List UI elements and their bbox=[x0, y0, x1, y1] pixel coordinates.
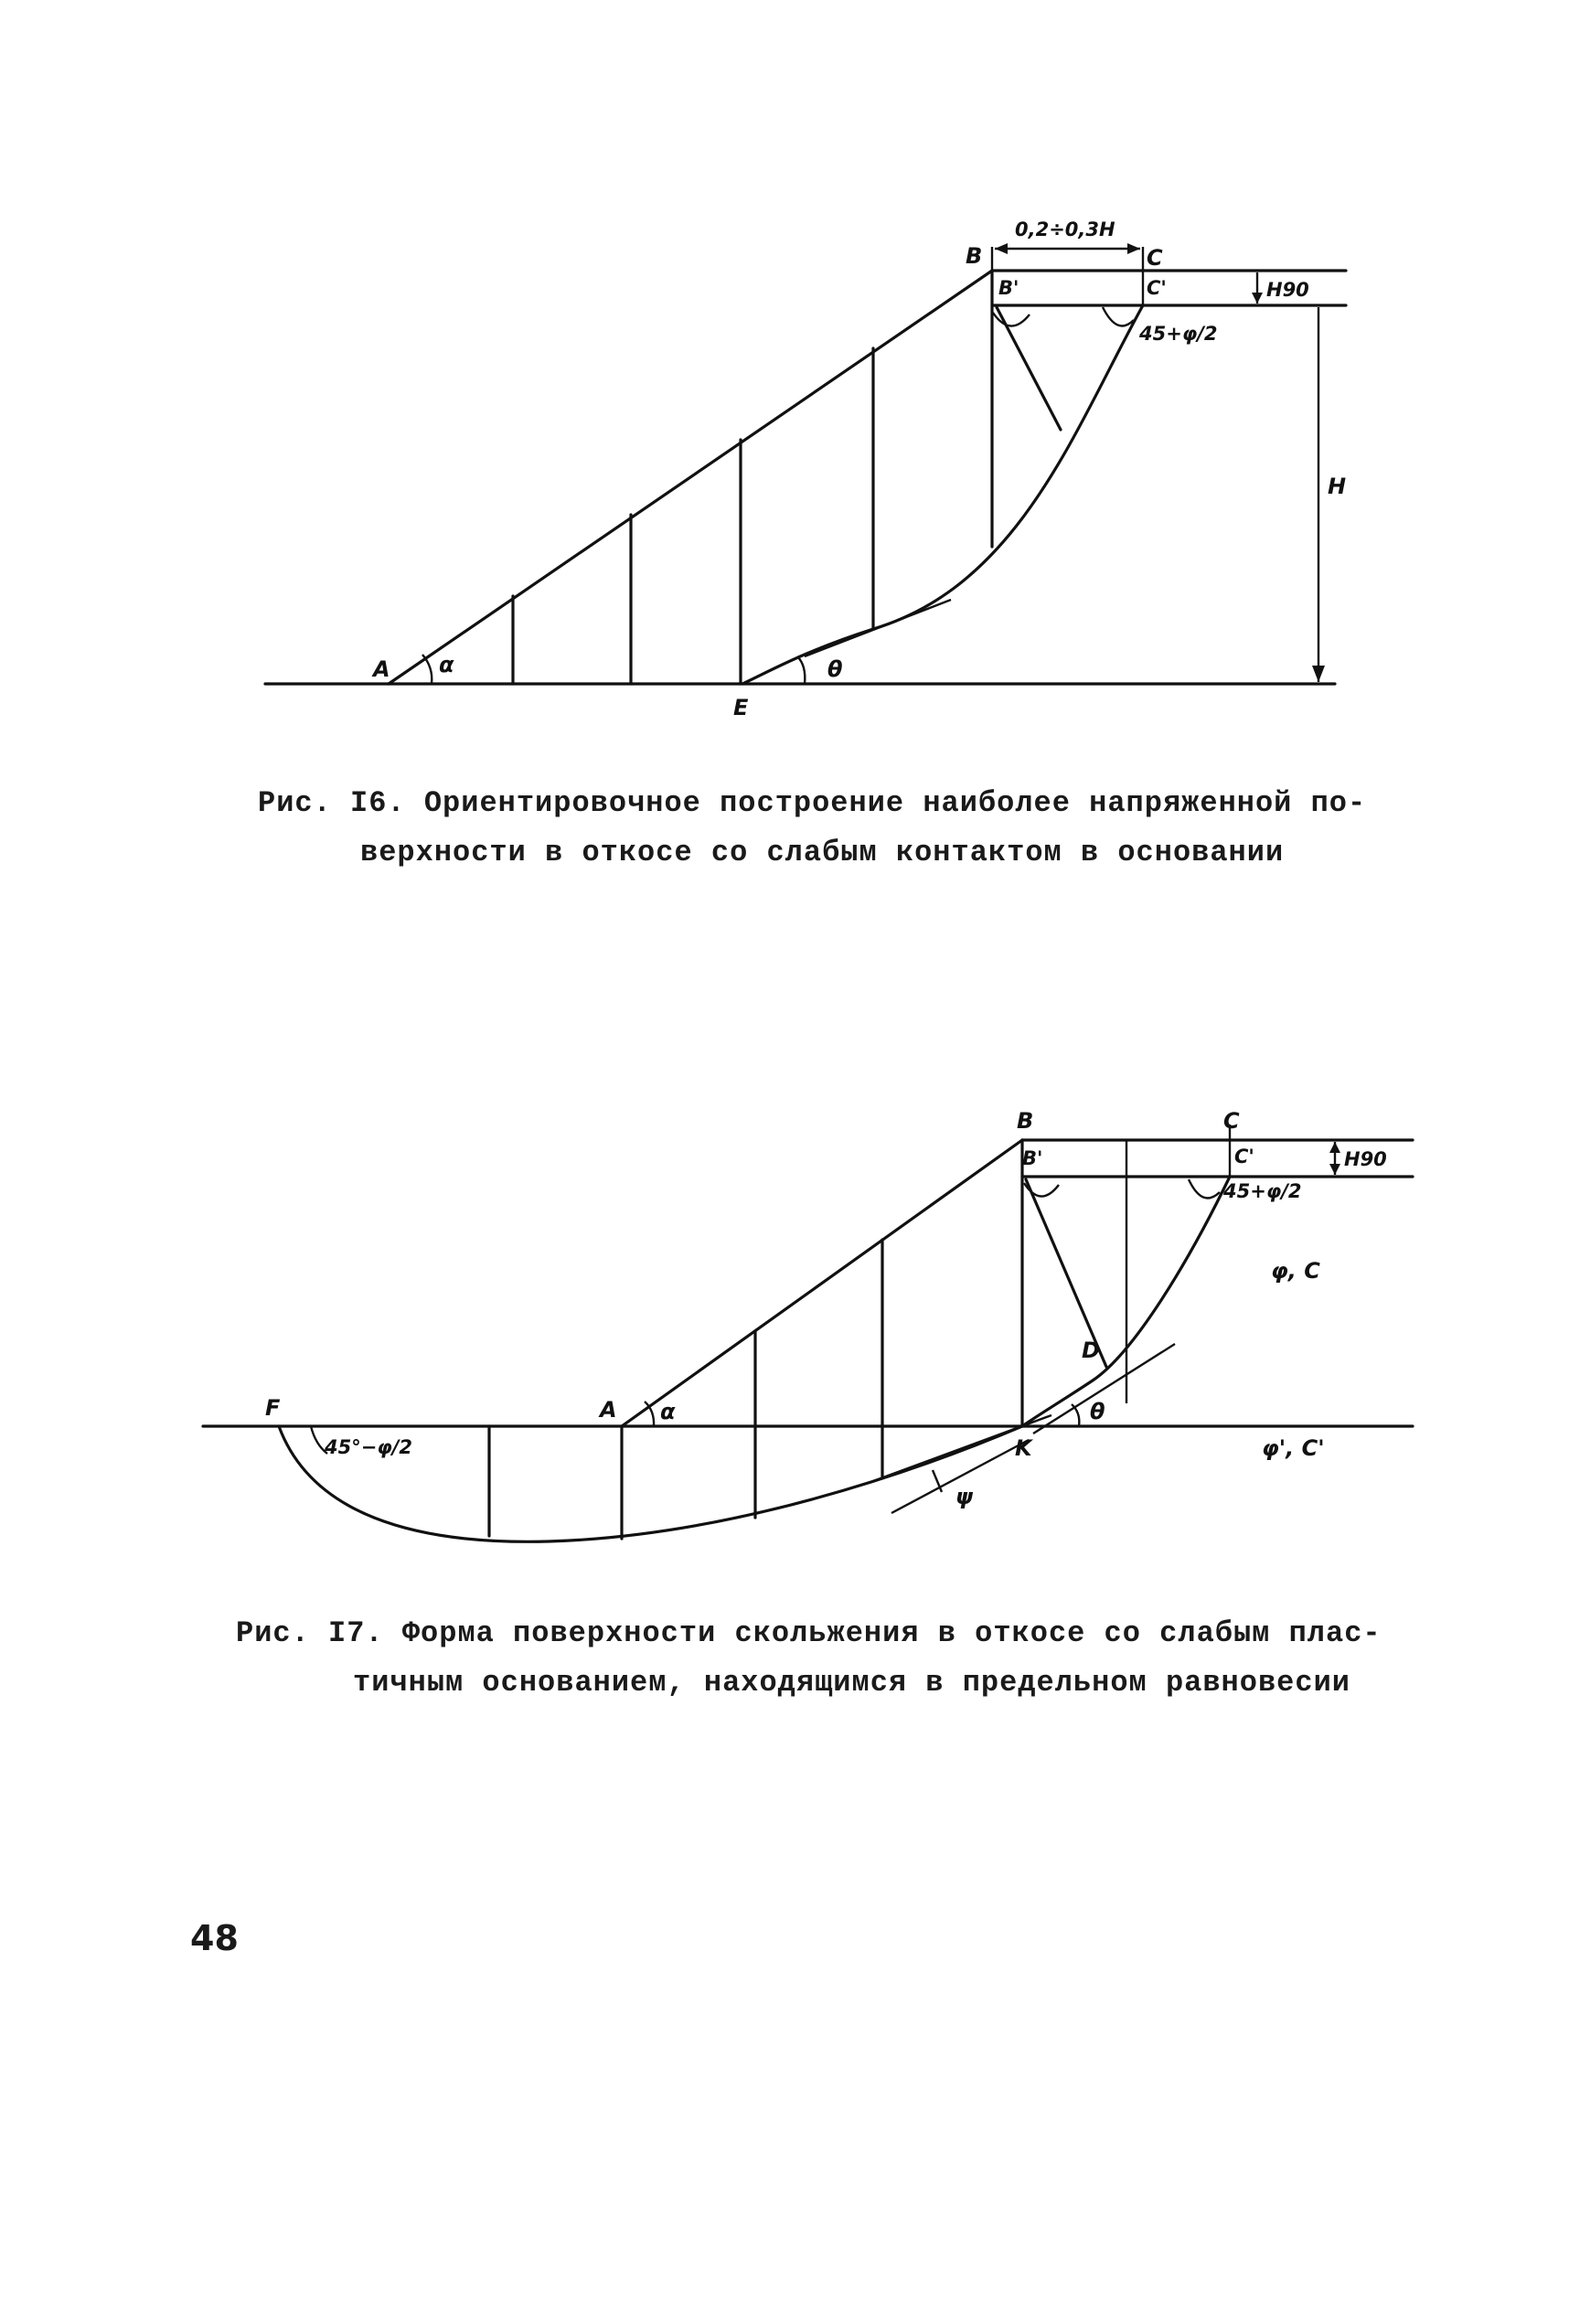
label-f: F bbox=[265, 1395, 281, 1421]
caption-line: верхности в откосе со слабым контактом в основании bbox=[360, 836, 1285, 869]
label-alpha: α bbox=[660, 1399, 676, 1424]
label-c-prime: C' bbox=[1234, 1146, 1254, 1167]
label-alpha: α bbox=[439, 652, 454, 677]
label-h: H bbox=[1328, 474, 1347, 499]
label-b: B bbox=[1017, 1108, 1034, 1134]
label-theta: θ bbox=[827, 656, 843, 682]
label-dimension: 0,2÷0,3H bbox=[1015, 219, 1115, 240]
caption-line: Рис. I7. Форма поверхности скольжения в откосе со слабым плас- bbox=[236, 1616, 1382, 1650]
label-b: B bbox=[966, 243, 983, 269]
h90-arrowhead-bottom bbox=[1329, 1164, 1340, 1175]
page-number: 48 bbox=[190, 1918, 239, 1958]
label-h90: H90 bbox=[1266, 279, 1309, 301]
label-c-prime: C' bbox=[1147, 277, 1167, 299]
figure-17-caption bbox=[236, 1609, 1382, 1708]
angle-arc-c bbox=[1189, 1179, 1220, 1198]
label-a: A bbox=[600, 1397, 617, 1423]
label-phi-c: φ, C bbox=[1271, 1258, 1320, 1284]
slope-line bbox=[622, 1140, 1022, 1426]
label-psi: ψ bbox=[955, 1484, 974, 1509]
label-phi-c-prime: φ', C' bbox=[1262, 1435, 1325, 1461]
label-b-prime: B' bbox=[1022, 1147, 1043, 1169]
label-b-prime: B' bbox=[998, 277, 1019, 299]
h90-arrowhead-top bbox=[1329, 1142, 1340, 1153]
label-k: K bbox=[1015, 1435, 1032, 1461]
label-h90: H90 bbox=[1344, 1148, 1387, 1170]
label-c: C bbox=[1147, 245, 1163, 271]
label-angle-top: 45+φ/2 bbox=[1223, 1180, 1302, 1202]
label-theta: θ bbox=[1090, 1399, 1105, 1424]
label-d: D bbox=[1082, 1338, 1100, 1363]
label-angle-top: 45+φ/2 bbox=[1139, 323, 1218, 345]
caption-line: Рис. I6. Ориентировочное построение наиболее напряженной по- bbox=[258, 786, 1367, 820]
caption-line: тичным основанием, находящимся в предельном равновесии bbox=[353, 1666, 1350, 1700]
label-e: E bbox=[733, 695, 749, 720]
label-a: A bbox=[373, 656, 390, 682]
label-angle-f: 45°−φ/2 bbox=[325, 1436, 413, 1458]
label-c: C bbox=[1223, 1108, 1240, 1134]
